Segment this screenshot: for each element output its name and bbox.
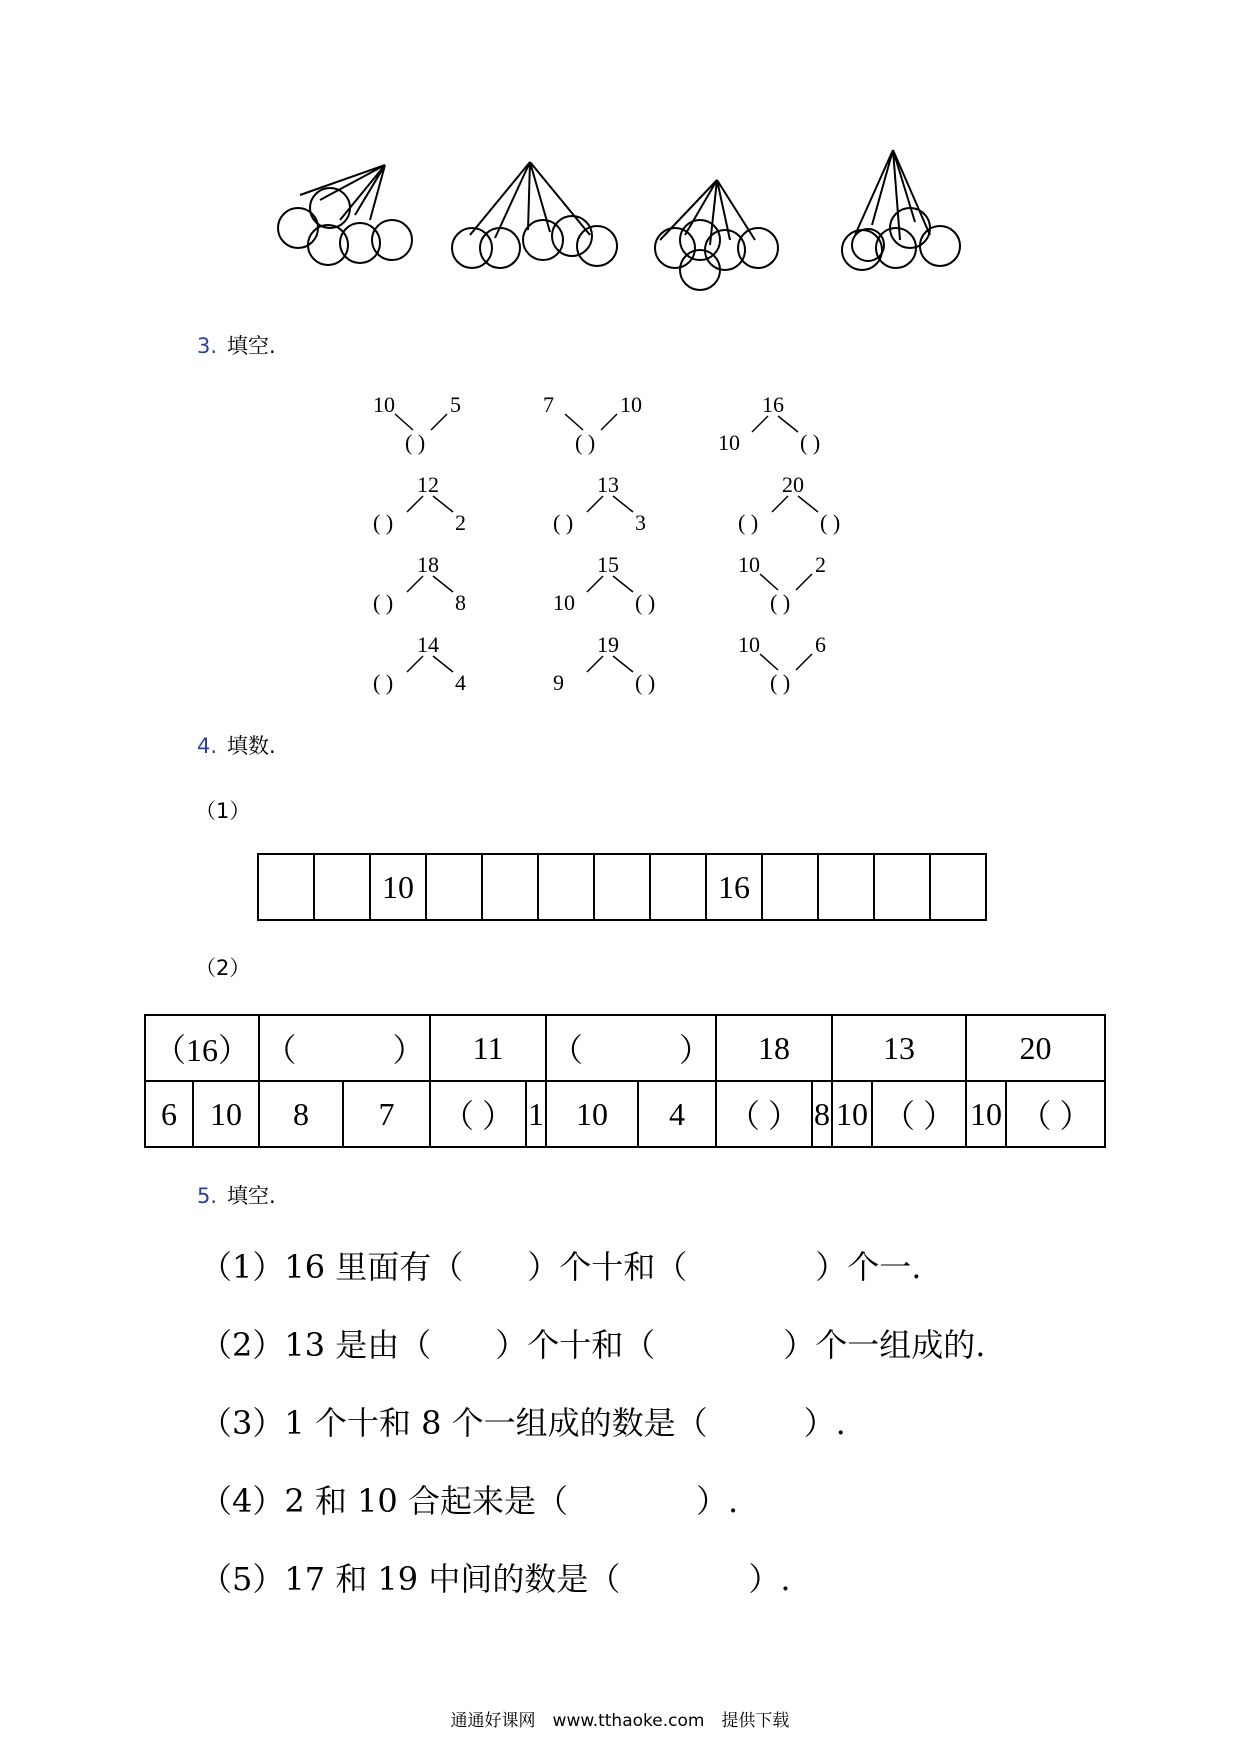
grid-bottom-cell: 10: [966, 1081, 1006, 1147]
number-bond: [545, 392, 705, 454]
grid-bottom-cell: 7: [343, 1081, 430, 1147]
question-number: 5.: [197, 1184, 218, 1208]
grid-bottom-cell: 1: [526, 1081, 546, 1147]
grid-bottom-cell[interactable]: （ ）: [872, 1081, 966, 1147]
question-4-header: [197, 730, 276, 760]
number-bond: [375, 632, 535, 694]
question-5-header: [197, 1180, 276, 1210]
number-line-cell[interactable]: [482, 854, 538, 920]
bond-part-left: 10: [718, 430, 740, 455]
question-title: 填空.: [227, 1184, 276, 1208]
number-bond: [375, 552, 535, 614]
bond-part-right: ( ): [635, 590, 656, 615]
bond-part-left: 10: [738, 552, 760, 577]
number-bond: [555, 472, 715, 534]
bond-part-left: ( ): [553, 510, 574, 535]
question-title: 填数.: [227, 734, 276, 758]
grid-top-cell: 20: [966, 1015, 1105, 1081]
number-bond: [740, 552, 900, 614]
number-bond: [720, 392, 880, 454]
grid-bottom-cell: 10: [832, 1081, 872, 1147]
grid-bottom-cell: 4: [638, 1081, 716, 1147]
bond-part-left: ( ): [373, 510, 394, 535]
fill-item-4: （4）2 和 10 合起来是（ ）.: [200, 1482, 739, 1520]
bond-total: 12: [417, 472, 439, 497]
fill-item-2: （2）13 是由（ ）个十和（ ）个一组成的.: [200, 1326, 986, 1364]
number-line-cell[interactable]: [426, 854, 482, 920]
grid-top-cell: （16）: [145, 1015, 259, 1081]
bond-total: ( ): [770, 590, 791, 615]
number-bond: [555, 552, 715, 614]
grid-bottom-cell[interactable]: （ ）: [716, 1081, 812, 1147]
grid-top-cell: 13: [832, 1015, 966, 1081]
part-2-label: （2）: [195, 956, 251, 980]
footer-text: 通通好课网 www.tthaoke.com 提供下载: [450, 1711, 790, 1731]
bond-total: 13: [597, 472, 619, 497]
number-grid-table: [144, 1014, 1106, 1148]
number-line-cell[interactable]: [818, 854, 874, 920]
number-bond: [740, 472, 900, 534]
bond-total: ( ): [405, 430, 426, 455]
bond-total: ( ): [575, 430, 596, 455]
grid-bottom-cell: 8: [812, 1081, 832, 1147]
question-title: 填空.: [227, 334, 276, 358]
cherry-bunch-icon: [655, 180, 778, 290]
bond-part-right: 5: [450, 392, 461, 417]
grid-top-cell: 18: [716, 1015, 832, 1081]
question-3-header: [197, 330, 276, 360]
bond-part-left: 7: [543, 392, 554, 417]
question-number: 4.: [197, 734, 218, 758]
number-line-cell[interactable]: [314, 854, 370, 920]
cherry-bunch-icon: [842, 150, 960, 270]
bond-part-left: 10: [553, 590, 575, 615]
bond-total: 16: [762, 392, 784, 417]
number-line-cell[interactable]: [594, 854, 650, 920]
bond-part-left: ( ): [373, 590, 394, 615]
grid-bottom-cell: 10: [193, 1081, 259, 1147]
bond-part-right: 6: [815, 632, 826, 657]
grid-top-cell: 11: [430, 1015, 546, 1081]
bond-total: 14: [417, 632, 439, 657]
number-bond: [375, 392, 535, 454]
bond-total: 18: [417, 552, 439, 577]
grid-bottom-cell[interactable]: （ ）: [1006, 1081, 1105, 1147]
number-line-cell[interactable]: [762, 854, 818, 920]
bond-part-left: ( ): [738, 510, 759, 535]
number-line-table: [257, 853, 987, 921]
bond-part-right: 3: [635, 510, 646, 535]
grid-top-cell[interactable]: （ ）: [546, 1015, 716, 1081]
bond-part-left: ( ): [373, 670, 394, 695]
part-1-label: （1）: [195, 799, 251, 823]
bond-total: 20: [782, 472, 804, 497]
number-bond: [555, 632, 715, 694]
number-bond: [375, 472, 535, 534]
grid-bottom-cell[interactable]: （ ）: [430, 1081, 526, 1147]
number-line-cell[interactable]: [930, 854, 986, 920]
bond-part-right: 10: [620, 392, 642, 417]
number-line-cell[interactable]: [258, 854, 314, 920]
grid-top-cell[interactable]: （ ）: [259, 1015, 430, 1081]
grid-bottom-cell: 8: [259, 1081, 343, 1147]
number-line-cell: 10: [370, 854, 426, 920]
bond-part-right: ( ): [800, 430, 821, 455]
bond-total: 19: [597, 632, 619, 657]
grid-bottom-cell: 10: [546, 1081, 638, 1147]
question-number: 3.: [197, 334, 218, 358]
number-line-cell[interactable]: [650, 854, 706, 920]
grid-bottom-cell: 6: [145, 1081, 193, 1147]
number-line-cell: 16: [706, 854, 762, 920]
bond-total: ( ): [770, 670, 791, 695]
number-bond: [740, 632, 900, 694]
cherry-bunch-icon: [452, 162, 617, 268]
fill-item-3: （3）1 个十和 8 个一组成的数是（ ）.: [200, 1404, 846, 1442]
cherry-bunch-icon: [278, 165, 412, 265]
cherries-illustration: [260, 140, 1000, 300]
bond-part-right: 4: [455, 670, 466, 695]
fill-item-1: （1）16 里面有（ ）个十和（ ）个一.: [200, 1248, 922, 1286]
bond-total: 15: [597, 552, 619, 577]
bond-part-left: 10: [373, 392, 395, 417]
bond-part-right: ( ): [820, 510, 841, 535]
number-line-cell[interactable]: [874, 854, 930, 920]
fill-item-5: （5）17 和 19 中间的数是（ ）.: [200, 1560, 791, 1598]
number-line-cell[interactable]: [538, 854, 594, 920]
bond-part-right: ( ): [635, 670, 656, 695]
bond-part-left: 10: [738, 632, 760, 657]
bond-part-left: 9: [553, 670, 564, 695]
bond-part-right: 2: [815, 552, 826, 577]
bond-part-right: 8: [455, 590, 466, 615]
bond-part-right: 2: [455, 510, 466, 535]
